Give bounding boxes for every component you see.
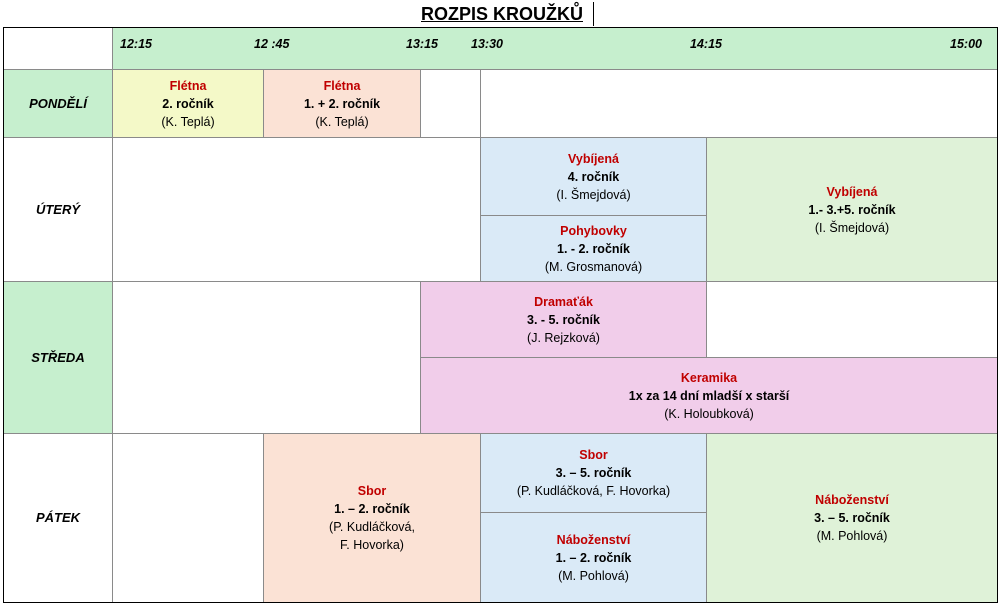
activity-grade: 1x za 14 dní mladší x starší — [628, 388, 790, 403]
activity-friday-choir-1 — [263, 433, 481, 603]
day-label-text: PÁTEK — [35, 510, 81, 525]
page-title: ROZPIS KROUŽKŮ — [411, 2, 594, 26]
activity-teacher: (I. Šmejdová) — [814, 220, 890, 235]
activity-teacher: (P. Kudláčková, — [329, 520, 415, 534]
activity-grade: 3. – 5. ročník — [555, 466, 632, 480]
activity-friday-religion-1 — [480, 512, 707, 603]
activity-tuesday-dodgeball-1 — [480, 137, 707, 216]
time-header-row — [112, 27, 998, 70]
day-label-text: PONDĚLÍ — [29, 95, 87, 111]
empty-cell — [706, 281, 998, 358]
time-label-1315: 13:15 — [406, 37, 438, 51]
activity-name: Sbor — [357, 484, 387, 498]
activity-tuesday-movement — [480, 215, 707, 282]
activity-tuesday-dodgeball-2 — [706, 137, 998, 282]
empty-cell — [112, 281, 421, 434]
activity-teacher: F. Hovorka) — [340, 538, 404, 552]
activity-name: Náboženství — [815, 493, 889, 507]
activity-grade: 2. ročník — [162, 96, 214, 111]
activity-grade: 1.- 3.+5. ročník — [808, 202, 896, 217]
activity-teacher: (K. Holoubková) — [664, 406, 754, 421]
day-label-friday — [3, 433, 113, 603]
activity-teacher: (K. Teplá) — [315, 114, 369, 129]
time-label-1415: 14:15 — [690, 37, 722, 51]
day-label-text: STŘEDA — [31, 349, 85, 365]
activity-teacher: (M. Pohlová) — [816, 529, 888, 543]
activity-grade: 1. – 2. ročník — [555, 550, 632, 565]
activity-monday-flute-2 — [263, 69, 421, 138]
activity-teacher: (M. Pohlová) — [558, 568, 629, 583]
activity-teacher: (I. Šmejdová) — [556, 187, 631, 202]
activity-name: Keramika — [680, 370, 738, 385]
time-label-1245: 12 :45 — [254, 37, 290, 51]
empty-cell — [420, 69, 481, 138]
activity-name: Dramaťák — [534, 294, 593, 309]
activity-teacher: (K. Teplá) — [161, 114, 215, 129]
activity-name: Flétna — [169, 78, 207, 93]
activity-name: Pohybovky — [560, 223, 627, 238]
activity-wednesday-drama — [420, 281, 707, 358]
day-label-wednesday — [3, 281, 113, 434]
time-label-1500: 15:00 — [950, 37, 982, 51]
activity-name: Sbor — [579, 448, 608, 462]
activity-monday-flute-1 — [112, 69, 264, 138]
activity-name: Vybíjená — [568, 151, 619, 166]
activity-teacher: (M. Grosmanová) — [544, 259, 643, 274]
time-label-1215: 12:15 — [120, 37, 152, 51]
activity-teacher: (J. Rejzková) — [527, 330, 600, 345]
activity-grade: 4. ročník — [567, 169, 620, 184]
activity-teacher: (P. Kudláčková, F. Hovorka) — [516, 484, 671, 498]
activity-friday-choir-2 — [480, 433, 707, 513]
activity-grade: 3. - 5. ročník — [527, 312, 600, 327]
activity-grade: 1. + 2. ročník — [303, 96, 381, 111]
header-corner-cell — [3, 27, 113, 70]
activity-name: Náboženství — [556, 532, 631, 547]
activity-friday-religion-2 — [706, 433, 998, 603]
activity-name: Flétna — [323, 78, 361, 93]
activity-wednesday-ceramics — [420, 357, 998, 434]
activity-grade: 1. – 2. ročník — [334, 502, 410, 516]
day-label-tuesday — [3, 137, 113, 282]
day-label-text: ÚTERÝ — [35, 201, 81, 217]
time-label-1330: 13:30 — [471, 37, 503, 51]
day-label-monday — [3, 69, 113, 138]
empty-cell — [112, 137, 481, 282]
activity-name: Vybíjená — [826, 184, 878, 199]
activity-grade: 3. – 5. ročník — [814, 511, 890, 525]
empty-cell — [112, 433, 264, 603]
activity-grade: 1. - 2. ročník — [557, 241, 630, 256]
empty-cell — [480, 69, 998, 138]
